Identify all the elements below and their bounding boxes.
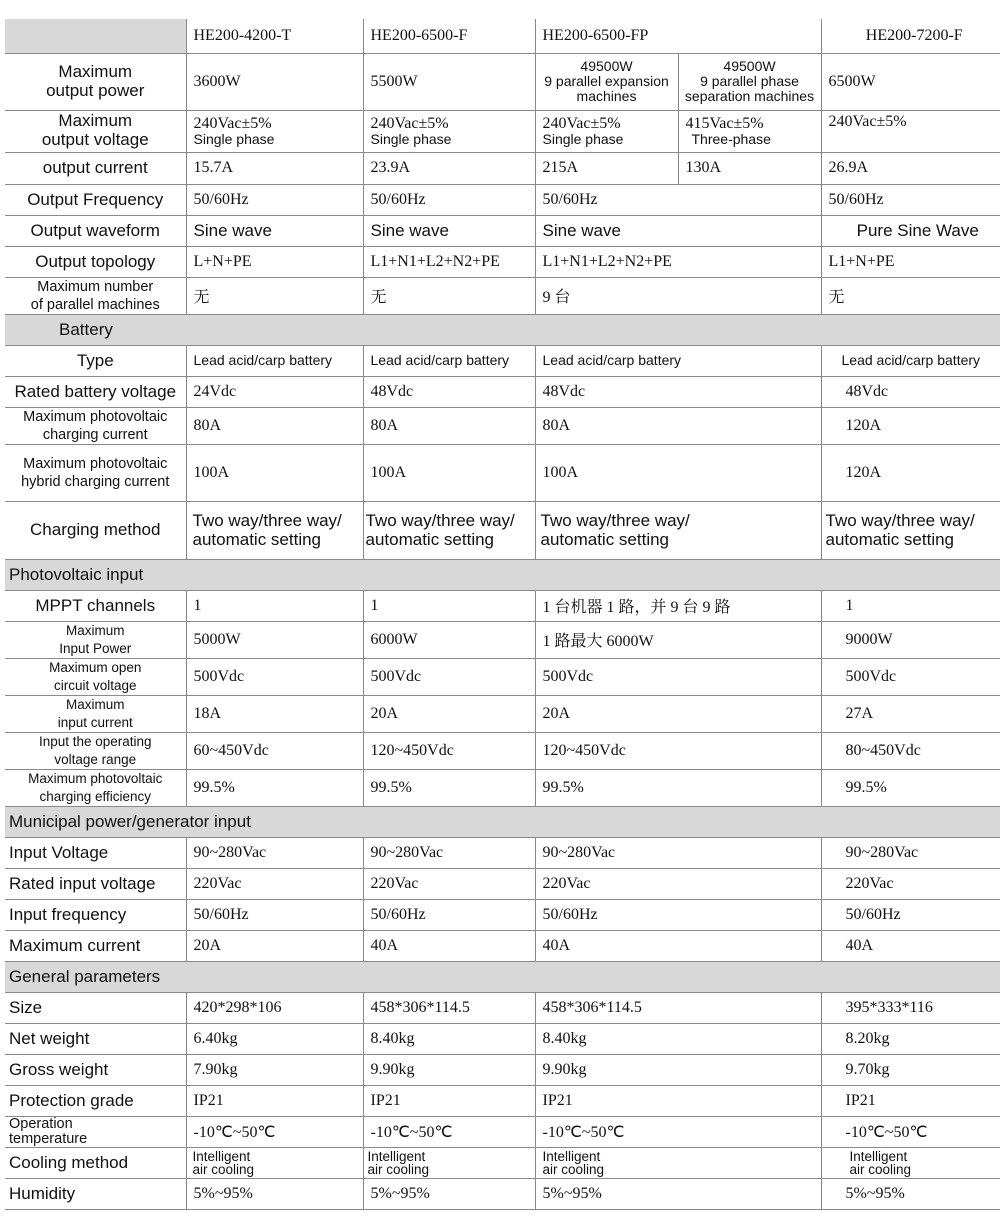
cell-value: 9.90kg <box>535 1054 821 1085</box>
cell-value: 5%~95% <box>363 1178 535 1209</box>
split-right: 49500W 9 parallel phase separation machines <box>684 58 815 104</box>
table-row <box>5 501 1000 559</box>
cell-value: 7.90kg <box>186 1054 363 1085</box>
row-label: Rated input voltage <box>5 868 186 899</box>
cell-value: Two way/three way/ automatic setting <box>186 501 363 559</box>
col-header-model: HE200-4200-T <box>186 19 363 53</box>
table-row <box>5 1085 1000 1116</box>
col-header-model: HE200-7200-F <box>821 19 1000 53</box>
cell-value: 9 台 <box>535 277 821 314</box>
cell-value: IP21 <box>363 1085 535 1116</box>
cell-value: 90~280Vac <box>363 837 535 868</box>
cell-value: 90~280Vac <box>186 837 363 868</box>
row-label: Operation temperature <box>5 1116 186 1147</box>
table-row <box>5 1054 1000 1085</box>
row-label: Input the operating voltage range <box>5 732 186 769</box>
cell-value: 6500W <box>821 53 1000 110</box>
cell-value: IP21 <box>535 1085 821 1116</box>
cell-value: -10℃~50℃ <box>186 1116 363 1147</box>
cell-value: 15.7A <box>186 152 363 184</box>
row-label: Net weight <box>5 1023 186 1054</box>
cell-value: 99.5% <box>363 769 535 806</box>
cell-value: 220Vac <box>821 868 1000 899</box>
cell-value: 40A <box>363 930 535 961</box>
row-label: Input Voltage <box>5 837 186 868</box>
row-label: Output waveform <box>5 215 186 246</box>
cell-value: 18A <box>186 695 363 732</box>
cell-value: Lead acid/carp battery <box>535 345 821 376</box>
cell-value: 240Vac±5% Single phase <box>186 110 363 152</box>
cell-value: 50/60Hz <box>186 899 363 930</box>
cell-value: 无 <box>363 277 535 314</box>
cell-value: Lead acid/carp battery <box>363 345 535 376</box>
cell-value: IP21 <box>186 1085 363 1116</box>
cell-value: Two way/three way/ automatic setting <box>535 501 821 559</box>
row-label: Size <box>5 992 186 1023</box>
section-row <box>5 314 1000 345</box>
cell-value: IP21 <box>821 1085 1000 1116</box>
table-row <box>5 444 1000 501</box>
row-label: Output Frequency <box>5 184 186 215</box>
cell-value: -10℃~50℃ <box>535 1116 821 1147</box>
table-row <box>5 215 1000 246</box>
cell-value: 500Vdc <box>535 658 821 695</box>
cell-value: 80A <box>186 407 363 444</box>
cell-value: 80A <box>535 407 821 444</box>
cell-value: 27A <box>821 695 1000 732</box>
cell-value: 500Vdc <box>363 658 535 695</box>
cell-value: Intelligent air cooling <box>363 1147 535 1178</box>
cell-value: 40A <box>535 930 821 961</box>
table-row <box>5 695 1000 732</box>
row-label: Maximum photovoltaic charging current <box>5 407 186 444</box>
cell-value: 无 <box>821 277 1000 314</box>
table-row <box>5 53 1000 110</box>
cell-value: 50/60Hz <box>535 899 821 930</box>
cell-value: 24Vdc <box>186 376 363 407</box>
table-row <box>5 837 1000 868</box>
cell-value: 120A <box>821 444 1000 501</box>
table-row <box>5 930 1000 961</box>
table-row <box>5 1116 1000 1147</box>
row-label: Rated battery voltage <box>5 376 186 407</box>
cell-value: 9.90kg <box>363 1054 535 1085</box>
cell-value: 20A <box>186 930 363 961</box>
row-label: Maximum input current <box>5 695 186 732</box>
table-row <box>5 1023 1000 1054</box>
cell-value: Intelligent air cooling <box>535 1147 821 1178</box>
cell-value: 8.40kg <box>535 1023 821 1054</box>
cell-value: 220Vac <box>535 868 821 899</box>
cell-value: 240Vac±5% Single phase <box>363 110 535 152</box>
cell-value: 90~280Vac <box>535 837 821 868</box>
split-cell <box>535 53 821 110</box>
cell-value: Sine wave <box>186 215 363 246</box>
cell-value: L1+N1+L2+N2+PE <box>363 246 535 277</box>
row-label: Maximum output voltage <box>5 110 186 152</box>
section-title: Municipal power/generator input <box>5 806 1000 837</box>
table-row <box>5 152 1000 184</box>
row-label: MPPT channels <box>5 590 186 621</box>
cell-value: 100A <box>535 444 821 501</box>
cell-value: 220Vac <box>186 868 363 899</box>
cell-value: 20A <box>363 695 535 732</box>
cell-value: 80~450Vdc <box>821 732 1000 769</box>
table-row <box>5 110 1000 152</box>
table-row <box>5 277 1000 314</box>
row-label: Maximum open circuit voltage <box>5 658 186 695</box>
cell-value: 100A <box>186 444 363 501</box>
cell-value: 48Vdc <box>363 376 535 407</box>
cell-value: 120A <box>821 407 1000 444</box>
row-label: Maximum photovoltaic hybrid charging current <box>5 444 186 501</box>
cell-value: 8.20kg <box>821 1023 1000 1054</box>
cell-value: 6000W <box>363 621 535 658</box>
header-blank <box>5 19 186 53</box>
cell-value: 1 <box>821 590 1000 621</box>
cell-value: 1 <box>186 590 363 621</box>
col-header-model: HE200-6500-F <box>363 19 535 53</box>
table-row <box>5 1178 1000 1209</box>
cell-value: 220Vac <box>363 868 535 899</box>
cell-value: Lead acid/carp battery <box>821 345 1000 376</box>
table-row <box>5 868 1000 899</box>
cell-value: 50/60Hz <box>186 184 363 215</box>
row-label: Maximum current <box>5 930 186 961</box>
cell-value: 5500W <box>363 53 535 110</box>
cell-value: 48Vdc <box>821 376 1000 407</box>
row-label: Maximum photovoltaic charging efficiency <box>5 769 186 806</box>
row-label: Cooling method <box>5 1147 186 1178</box>
spec-table <box>5 19 1000 1210</box>
split-left: 240Vac±5% Single phase <box>536 111 679 152</box>
row-label: Type <box>5 345 186 376</box>
cell-value: L1+N1+L2+N2+PE <box>535 246 821 277</box>
header-row <box>5 19 1000 53</box>
cell-value: 48Vdc <box>535 376 821 407</box>
section-row <box>5 961 1000 992</box>
cell-value: 5000W <box>186 621 363 658</box>
cell-value: L+N+PE <box>186 246 363 277</box>
cell-value: Sine wave <box>535 215 821 246</box>
cell-value: 23.9A <box>363 152 535 184</box>
cell-value: 5%~95% <box>186 1178 363 1209</box>
col-header-model: HE200-6500-FP <box>535 19 821 53</box>
table-row <box>5 992 1000 1023</box>
table-row <box>5 732 1000 769</box>
split-left: 215A <box>536 153 679 184</box>
cell-value: 9000W <box>821 621 1000 658</box>
cell-value: 无 <box>186 277 363 314</box>
cell-value: Lead acid/carp battery <box>186 345 363 376</box>
row-label: Input frequency <box>5 899 186 930</box>
table-row <box>5 376 1000 407</box>
cell-value: 50/60Hz <box>821 184 1000 215</box>
cell-value: 99.5% <box>186 769 363 806</box>
row-label: Gross weight <box>5 1054 186 1085</box>
cell-value: Intelligent air cooling <box>186 1147 363 1178</box>
cell-value: 50/60Hz <box>535 184 821 215</box>
cell-value: 5%~95% <box>535 1178 821 1209</box>
section-title: General parameters <box>5 961 1000 992</box>
section-row <box>5 559 1000 590</box>
row-label: Output topology <box>5 246 186 277</box>
split-right: 415Vac±5% Three-phase <box>685 115 771 147</box>
row-label: Protection grade <box>5 1085 186 1116</box>
table-row <box>5 407 1000 444</box>
cell-value: 50/60Hz <box>821 899 1000 930</box>
cell-value: 6.40kg <box>186 1023 363 1054</box>
cell-value: 1 路最大 6000W <box>535 621 821 658</box>
split-cell <box>535 152 821 184</box>
cell-value: L1+N+PE <box>821 246 1000 277</box>
table-row <box>5 658 1000 695</box>
cell-value: Two way/three way/ automatic setting <box>821 501 1000 559</box>
section-title: Photovoltaic input <box>5 559 1000 590</box>
cell-value: 9.70kg <box>821 1054 1000 1085</box>
table-row <box>5 899 1000 930</box>
cell-value: 20A <box>535 695 821 732</box>
row-label: Maximum Input Power <box>5 621 186 658</box>
cell-value: 120~450Vdc <box>535 732 821 769</box>
cell-value: 60~450Vdc <box>186 732 363 769</box>
cell-value: -10℃~50℃ <box>363 1116 535 1147</box>
cell-value: 8.40kg <box>363 1023 535 1054</box>
row-label: Maximum number of parallel machines <box>5 277 186 314</box>
cell-value: 99.5% <box>535 769 821 806</box>
table-row <box>5 184 1000 215</box>
cell-value: Two way/three way/ automatic setting <box>363 501 535 559</box>
cell-value: 500Vdc <box>186 658 363 695</box>
table-row <box>5 246 1000 277</box>
cell-value: 80A <box>363 407 535 444</box>
table-row <box>5 590 1000 621</box>
cell-value: 90~280Vac <box>821 837 1000 868</box>
table-row <box>5 621 1000 658</box>
split-left: 49500W 9 parallel expansion machines <box>536 54 679 110</box>
cell-value: 5%~95% <box>821 1178 1000 1209</box>
cell-value: Intelligent air cooling <box>821 1147 1000 1178</box>
cell-value: Pure Sine Wave <box>821 215 1000 246</box>
row-label: output current <box>5 152 186 184</box>
row-label: Maximum output power <box>5 53 186 110</box>
cell-value: 40A <box>821 930 1000 961</box>
cell-value: 1 台机器 1 路，并 9 台 9 路 <box>535 590 821 621</box>
cell-value: 120~450Vdc <box>363 732 535 769</box>
table-row <box>5 1147 1000 1178</box>
section-title: Battery <box>5 314 1000 345</box>
cell-value: 500Vdc <box>821 658 1000 695</box>
split-cell <box>535 110 821 152</box>
cell-value: 3600W <box>186 53 363 110</box>
cell-value: 100A <box>363 444 535 501</box>
table-row <box>5 769 1000 806</box>
cell-value: 458*306*114.5 <box>535 992 821 1023</box>
row-label: Humidity <box>5 1178 186 1209</box>
section-row <box>5 806 1000 837</box>
cell-value: 395*333*116 <box>821 992 1000 1023</box>
cell-value: Sine wave <box>363 215 535 246</box>
cell-value: 420*298*106 <box>186 992 363 1023</box>
cell-value: 1 <box>363 590 535 621</box>
cell-value: 458*306*114.5 <box>363 992 535 1023</box>
row-label: Charging method <box>5 501 186 559</box>
cell-value: 50/60Hz <box>363 899 535 930</box>
split-right: 130A <box>685 159 722 176</box>
cell-value: 99.5% <box>821 769 1000 806</box>
cell-value: 26.9A <box>821 152 1000 184</box>
cell-value: -10℃~50℃ <box>821 1116 1000 1147</box>
cell-value: 240Vac±5% <box>821 110 1000 152</box>
cell-value: 50/60Hz <box>363 184 535 215</box>
table-row <box>5 345 1000 376</box>
